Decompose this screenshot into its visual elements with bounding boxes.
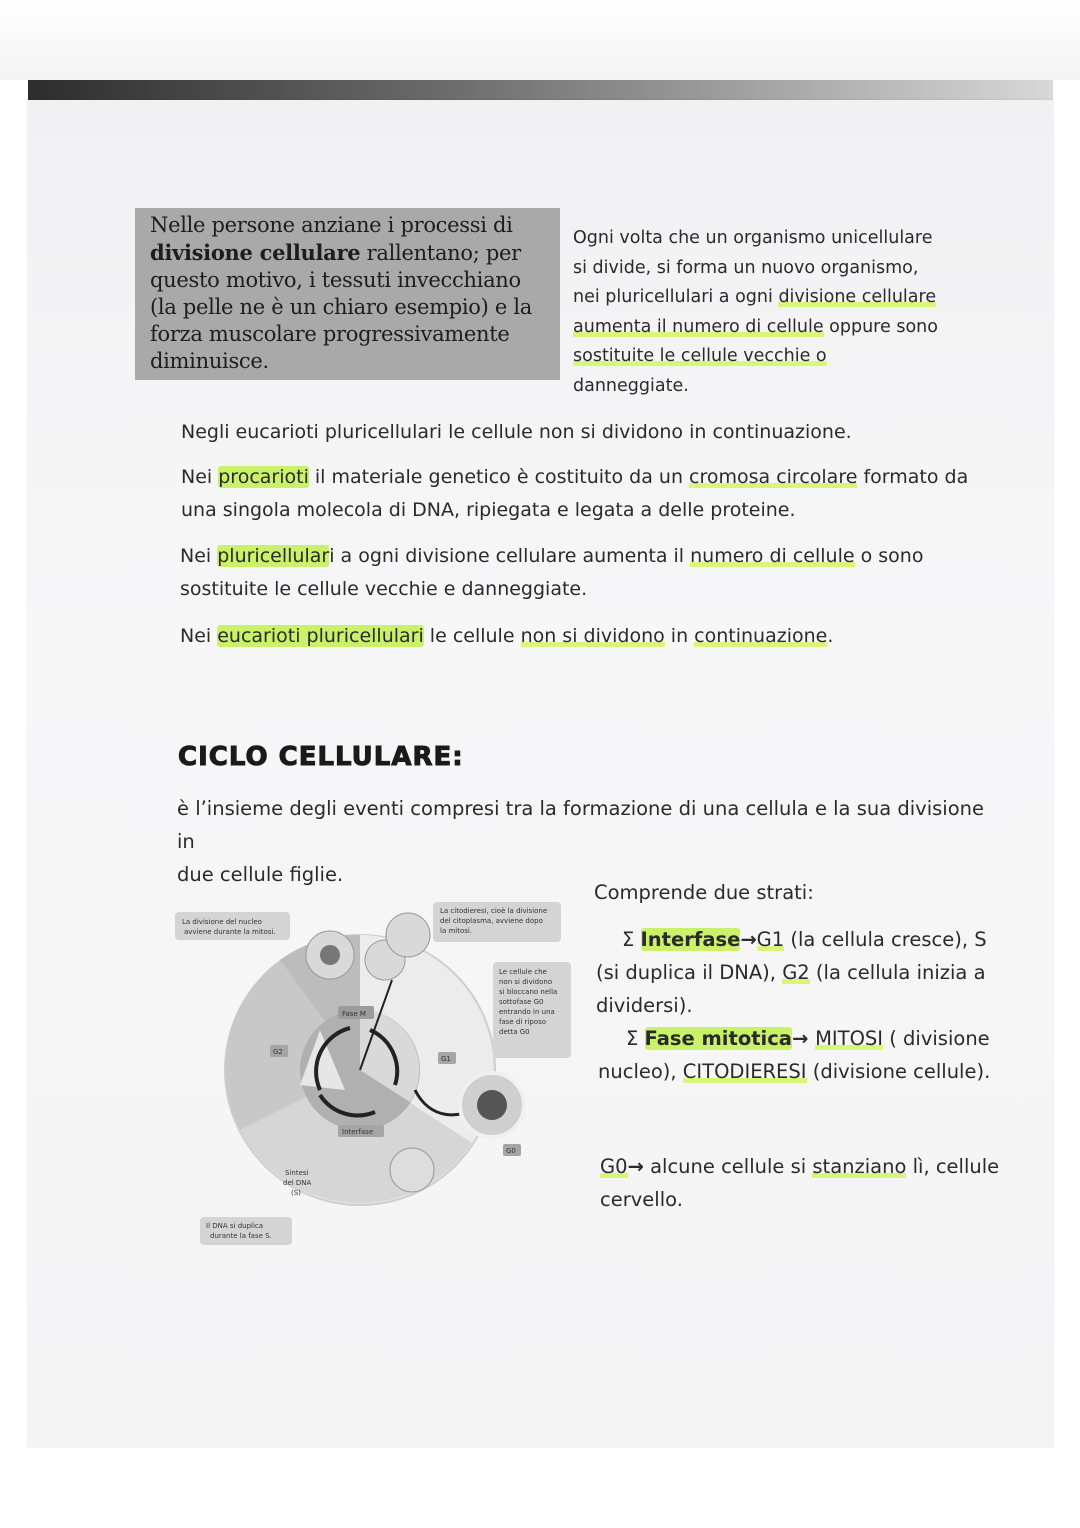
text: in (664, 625, 695, 647)
cell-nucleus (320, 945, 340, 965)
text: (si duplica il DNA), (596, 961, 783, 984)
arrow: → (740, 928, 757, 951)
paragraph-3 (180, 540, 980, 606)
highlight: divisione cellulare (778, 287, 937, 308)
highlight: stanziano (812, 1155, 907, 1178)
label-g1: G1 (441, 1055, 451, 1063)
label-text: durante la fase S. (210, 1232, 272, 1240)
text: nei pluricellulari a ogni (573, 287, 779, 308)
right-paragraph (573, 224, 983, 402)
highlight: G1 (756, 928, 785, 951)
label-text: (S) (291, 1189, 301, 1197)
right-column (594, 876, 1024, 1216)
quote-bold: divisione cellulare (150, 240, 361, 265)
quote-line: diminuisce. (150, 349, 269, 373)
label-g2: G2 (273, 1048, 283, 1056)
line (573, 313, 983, 343)
paragraph-4 (180, 620, 980, 653)
quote-line: forza muscolare progressivamente (150, 322, 510, 346)
highlight: Fase mitotica (644, 1027, 792, 1050)
highlight: CITODIERESI (682, 1060, 807, 1083)
text: lì, cellule (906, 1155, 1000, 1178)
sigma: Σ (622, 928, 641, 951)
highlight: sostituite le cellule vecchie o (573, 346, 827, 367)
quote-line: (la pelle ne è un chiaro esempio) e la (150, 295, 533, 319)
text: . (827, 625, 834, 647)
highlight: pluricellular (217, 545, 330, 567)
highlight: cromosa circolare (689, 466, 858, 488)
line (594, 1150, 1024, 1183)
label-text: La divisione del nucleo (182, 918, 262, 926)
highlight: aumenta il numero di cellule (573, 316, 824, 337)
highlight: G2 (782, 961, 810, 984)
text: (la cellula cresce), S (784, 928, 987, 951)
label-text: fase di riposo (499, 1018, 547, 1026)
label-text: del citoplasma, avviene dopo (440, 917, 543, 925)
cell-daughter (386, 913, 430, 957)
label-text: Il DNA si duplica (206, 1222, 264, 1230)
label-text: avviene durante la mitosi. (184, 928, 276, 936)
sheet-top-edge (28, 80, 1053, 102)
line: è l’insieme degli eventi compresi tra la formazione di una cellula e la sua divisione in (177, 797, 984, 853)
arrow: → (791, 1027, 816, 1050)
arrow: → (627, 1155, 644, 1178)
label-text: del DNA (283, 1179, 312, 1187)
line: una singola molecola di DNA, ripiegata e legata a delle proteine. (181, 499, 796, 521)
line (573, 342, 983, 372)
quote-line: questo motivo, i tessuti invecchiano (150, 268, 521, 292)
line: Ogni volta che un organismo unicellulare (573, 228, 933, 248)
label-text: la mitosi. (440, 927, 473, 935)
cell-cycle-diagram (170, 880, 590, 1260)
section-heading: CICLO CELLULARE: (178, 742, 464, 772)
paragraph-1: Negli eucarioti pluricellulari le cellule non si dividono in continuazione. (181, 421, 852, 443)
label-text: Le cellule che (499, 968, 547, 976)
paragraph-2 (181, 461, 981, 527)
line: Comprende due strati: (594, 881, 814, 904)
label-text: non si dividono (499, 978, 553, 986)
bullet-interfase (594, 923, 1024, 956)
highlight: numero di cellule (690, 545, 855, 567)
quote-text (150, 212, 550, 375)
line (594, 956, 1024, 989)
line: si divide, si forma un nuovo organismo, (573, 257, 919, 278)
bullet-mitotica (594, 1022, 1024, 1055)
quote-line: Nelle persone anziane i processi di (150, 213, 513, 237)
highlight: non si dividono (520, 625, 665, 647)
text: le cellule (423, 625, 521, 647)
line: due cellule figlie. (177, 863, 344, 886)
cell-g1 (390, 1148, 434, 1192)
text: o sono (854, 545, 924, 567)
text: ( divisione (883, 1027, 990, 1050)
label-text: si bloccano nella (499, 988, 558, 996)
text: Nei (181, 466, 219, 488)
label-text: Sintesi (285, 1169, 309, 1177)
highlight: Interfase (640, 928, 741, 951)
highlight: procarioti (218, 466, 309, 488)
label-fase-m: Fase M (342, 1010, 366, 1018)
line: sostituite le cellule vecchie e danneggiate. (180, 578, 588, 600)
text: oppure sono (823, 316, 938, 337)
highlight: eucarioti pluricellulari (217, 625, 424, 647)
highlight: G0 (600, 1155, 628, 1178)
label-interfase: Interfase (342, 1128, 374, 1136)
label-g0: G0 (506, 1147, 516, 1155)
text: Nei (180, 545, 218, 567)
line (181, 461, 981, 494)
line: dividersi). (596, 994, 693, 1017)
label-text: sottofase G0 (499, 998, 544, 1006)
text: (la cellula inizia a (809, 961, 986, 984)
quote-span: rallentano; per (360, 241, 521, 265)
text: alcune cellule si (643, 1155, 813, 1178)
label-text: detta G0 (499, 1028, 530, 1036)
text: il materiale genetico è costituito da un (308, 466, 690, 488)
photo-background (0, 0, 1080, 80)
text: formato da (857, 466, 969, 488)
text: (divisione cellule). (806, 1060, 991, 1083)
sigma: Σ (626, 1027, 645, 1050)
quote-line (150, 239, 550, 267)
text: Nei (180, 625, 218, 647)
line (180, 540, 980, 573)
line: danneggiate. (573, 375, 689, 396)
highlight: continuazione (694, 625, 828, 647)
line: cervello. (600, 1188, 683, 1211)
g0-cell (477, 1090, 507, 1120)
label-text: entrando in una (499, 1008, 555, 1016)
text: i a ogni divisione cellulare aumenta il (329, 545, 691, 567)
line (594, 1055, 1024, 1088)
line (573, 283, 983, 313)
text: nucleo), (598, 1060, 683, 1083)
label-text: La citodieresi, cioè la divisione (440, 907, 548, 915)
highlight: MITOSI (815, 1027, 884, 1050)
